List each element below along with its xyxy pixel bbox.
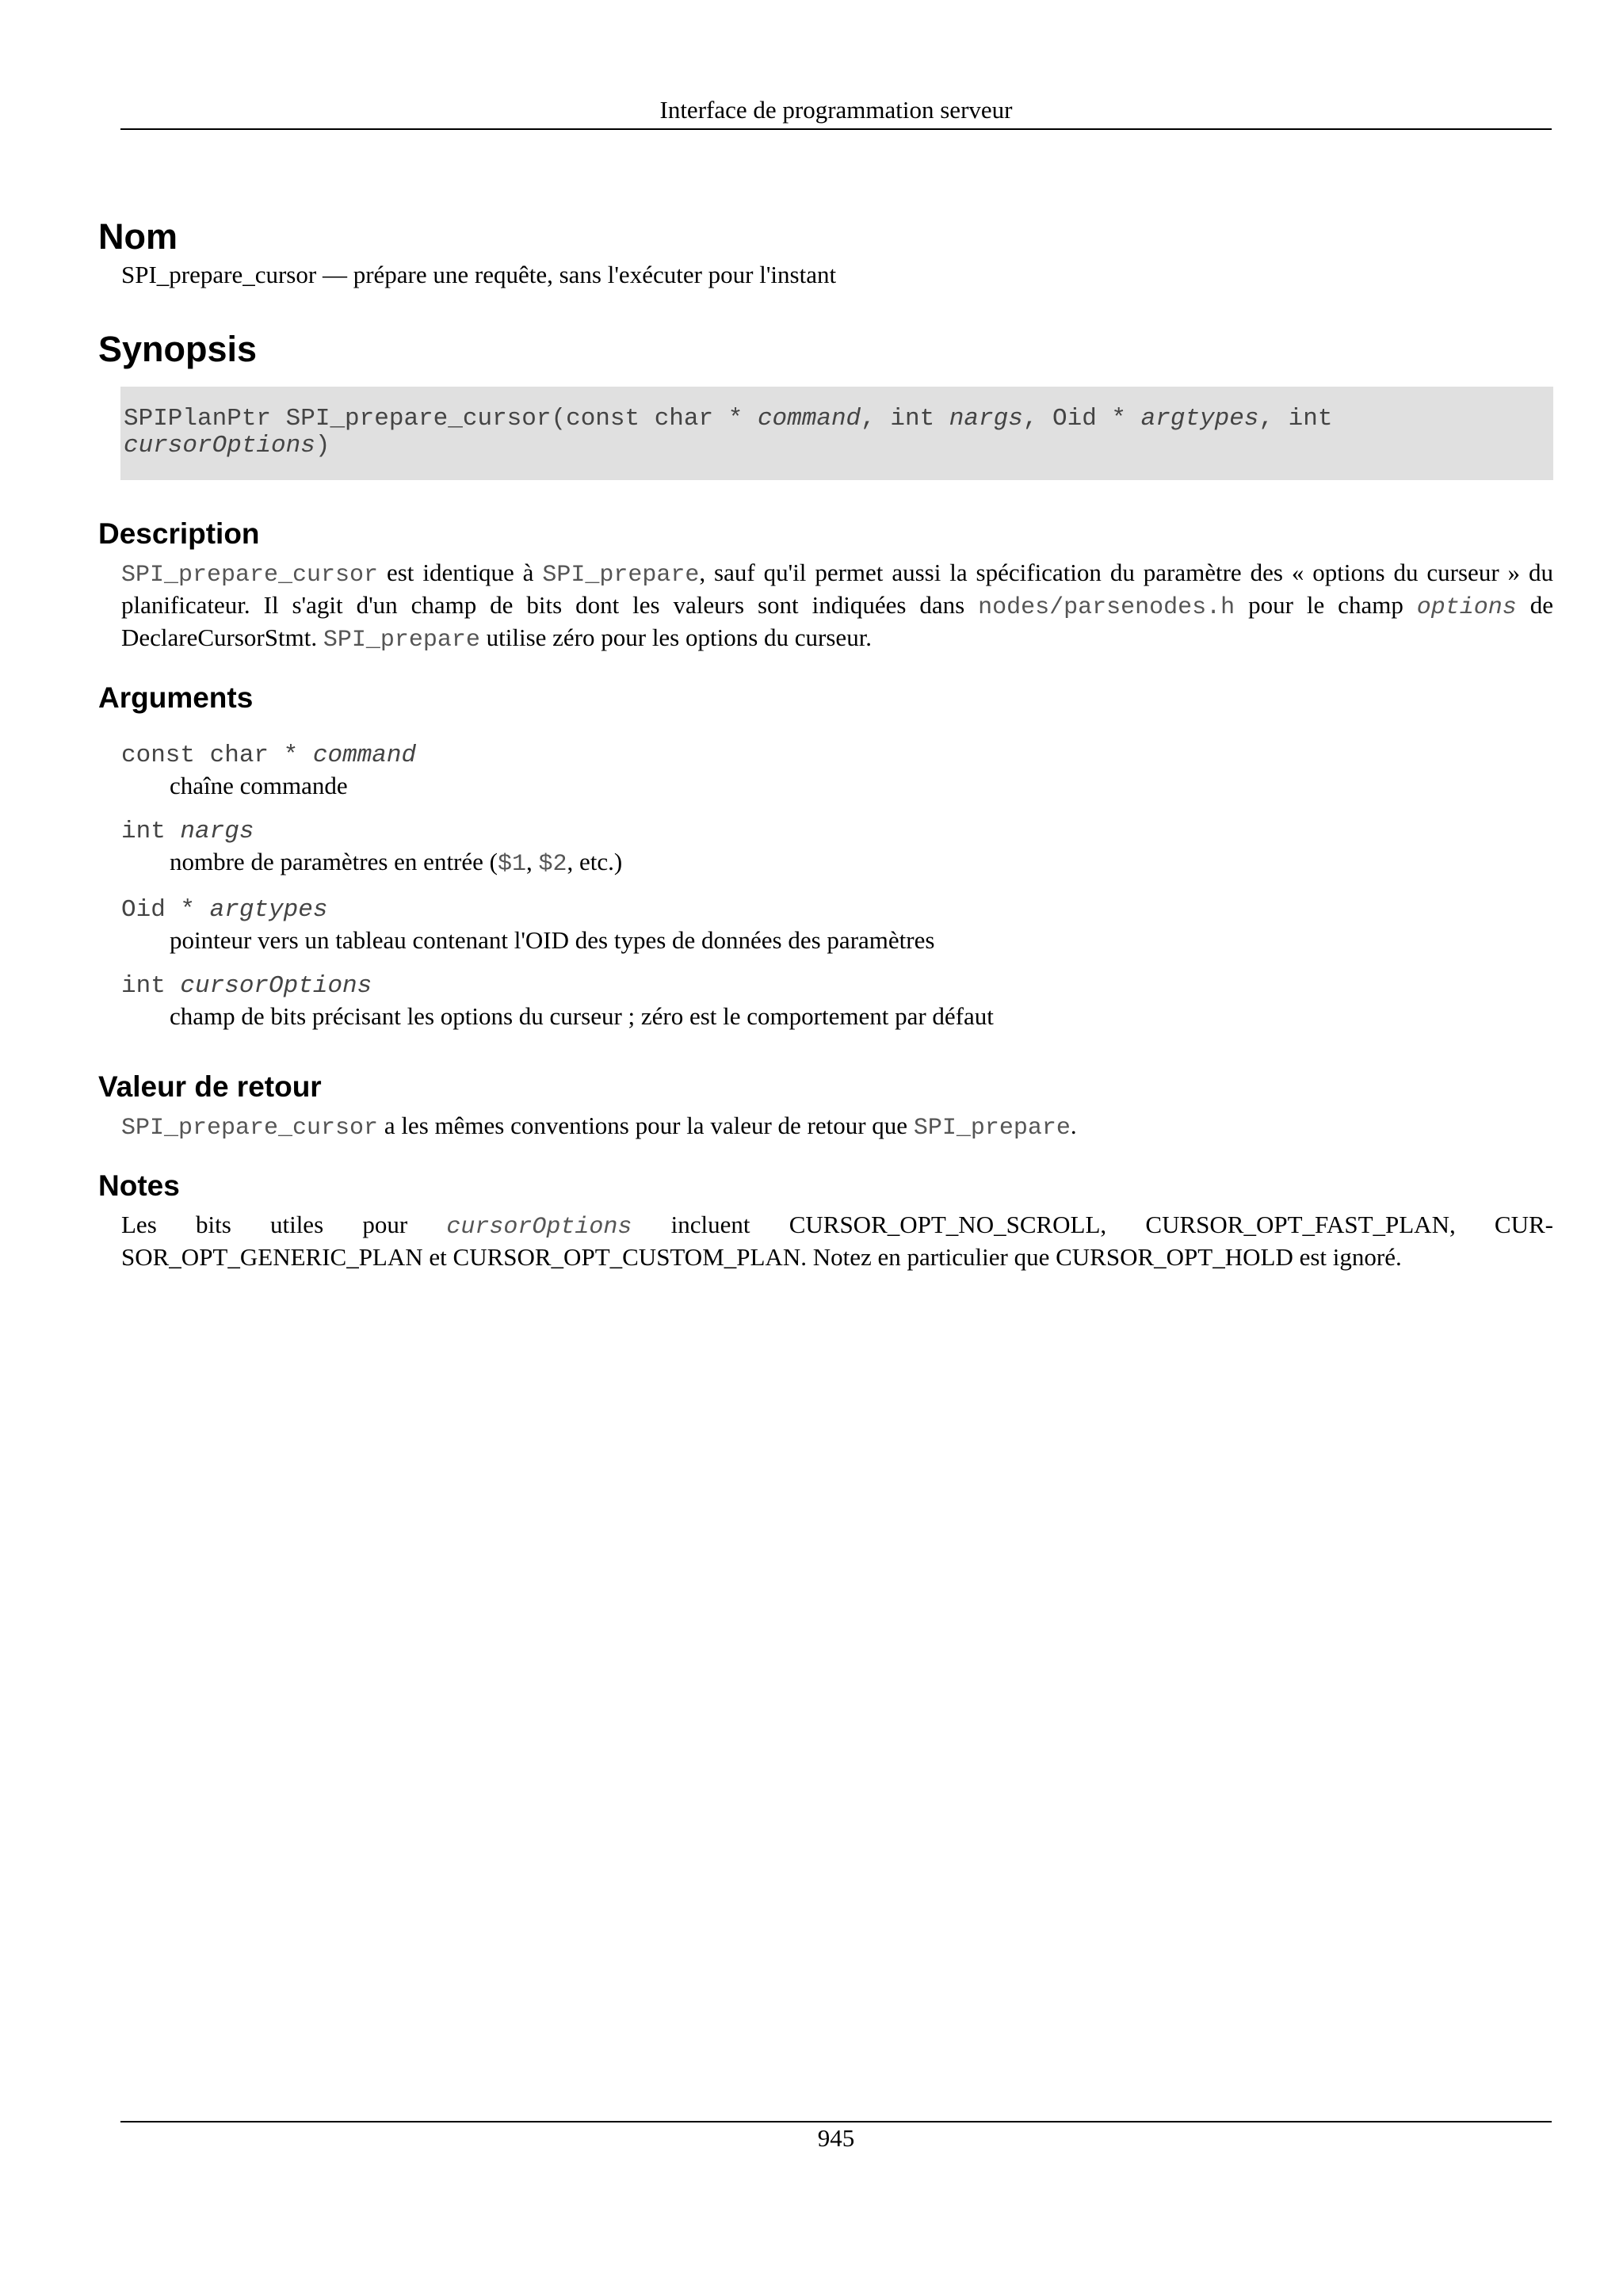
synopsis-text: ) <box>315 432 330 460</box>
inline-code-path: nodes/parsenodes.h <box>978 594 1235 621</box>
inline-code: $2 <box>538 851 567 878</box>
argument-description-text: nombre de paramètres en entrée ( <box>170 848 498 875</box>
synopsis-param-command: command <box>757 405 861 433</box>
argument-type: const char * <box>121 742 313 769</box>
argument-item <box>98 971 1553 1032</box>
inline-code: SPI_prepare_cursor <box>121 1115 379 1142</box>
return-value-text: . <box>1070 1112 1077 1139</box>
description-text: utilise zéro pour les options du curseur. <box>479 624 873 651</box>
argument-item <box>98 817 1553 879</box>
function-summary: prépare une requête, sans l'exécuter pour l'instant <box>353 261 837 288</box>
argument-description-text: , <box>526 848 539 875</box>
notes-text: Les bits utiles pour <box>121 1211 447 1238</box>
return-value-heading: Valeur de retour <box>98 1070 322 1103</box>
argument-description: chaîne commande <box>170 772 348 799</box>
inline-code-options: options <box>1416 594 1517 621</box>
inline-code: SPI_prepare_cursor <box>121 562 379 589</box>
argument-description <box>170 847 1553 879</box>
inline-code: SPI_prepare <box>323 627 480 654</box>
argument-type: int <box>121 972 181 1000</box>
arguments-heading: Arguments <box>98 681 254 714</box>
argument-term <box>121 971 1553 1001</box>
description-text: de DeclareCursorStmt. <box>121 591 1553 651</box>
argument-name: argtypes <box>209 896 328 924</box>
description-text: est identique à <box>378 559 543 586</box>
header-rule <box>120 128 1552 130</box>
synopsis-heading: Synopsis <box>98 329 258 369</box>
description-text: pour le champ <box>1235 591 1417 619</box>
nom-separator: — <box>316 261 353 288</box>
synopsis-param-nargs: nargs <box>949 405 1023 433</box>
synopsis-param-cursoroptions: cursorOptions <box>124 432 315 460</box>
inline-code: SPI_prepare <box>542 562 700 589</box>
nom-line <box>121 260 1553 290</box>
synopsis-text: , int <box>1258 405 1333 433</box>
synopsis-text: , int <box>861 405 949 433</box>
argument-description: pointeur vers un tableau contenant l'OID des types de données des paramètres <box>170 926 935 954</box>
argument-term <box>121 817 1553 847</box>
notes-paragraph <box>121 1210 1553 1272</box>
description-heading: Description <box>98 517 260 550</box>
description-text: , sauf qu'il permet aussi la spécification du paramètre des « options du curseur » du planificateur. Il s'agit d'un champ de bits dont les valeurs sont indiquées dans <box>121 559 1553 619</box>
argument-description-text: , etc.) <box>567 848 623 875</box>
function-name: SPI_prepare_cursor <box>121 261 317 288</box>
argument-name: cursorOptions <box>180 972 372 1000</box>
synopsis-code-block <box>120 387 1553 480</box>
page-number: 945 <box>817 2124 855 2152</box>
inline-code: SPI_prepare <box>913 1115 1071 1142</box>
argument-description: champ de bits précisant les options du curseur ; zéro est le comportement par défaut <box>170 1002 994 1030</box>
notes-text: incluent CURSOR_OPT_NO_SCROLL, CURSOR_OPT_FAST_PLAN, CURSOR_OPT_GENERIC_PLAN et CURSOR_OPT_CUSTOM_PLAN. Notez en particulier que CURSOR_OPT_HOLD est ignoré. <box>121 1211 1553 1271</box>
return-value-paragraph <box>121 1111 1553 1143</box>
description-paragraph <box>121 558 1553 655</box>
synopsis-text: SPIPlanPtr SPI_prepare_cursor(const char * <box>124 405 758 433</box>
synopsis-param-argtypes: argtypes <box>1140 405 1259 433</box>
argument-type: Oid * <box>121 896 210 924</box>
argument-name: nargs <box>180 818 254 845</box>
nom-heading: Nom <box>98 216 178 257</box>
notes-heading: Notes <box>98 1169 180 1202</box>
synopsis-text: , Oid * <box>1022 405 1141 433</box>
page-content <box>98 214 1553 1272</box>
inline-code-cursoroptions: cursorOptions <box>446 1214 632 1241</box>
argument-term <box>121 895 1553 925</box>
argument-type: int <box>121 818 181 845</box>
argument-term <box>121 741 1553 771</box>
argument-item <box>98 895 1553 955</box>
inline-code: $1 <box>497 851 526 878</box>
return-value-text: a les mêmes conventions pour la valeur de retour que <box>378 1112 914 1139</box>
argument-name: command <box>312 742 417 769</box>
running-header: Interface de programmation serveur <box>659 96 1013 124</box>
argument-item <box>98 741 1553 801</box>
